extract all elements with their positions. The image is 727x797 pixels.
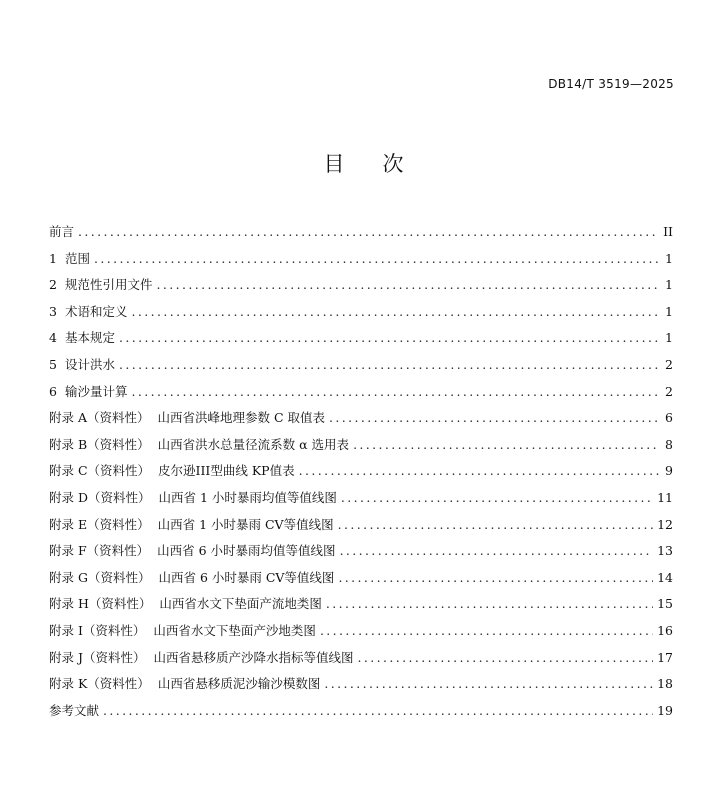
toc-entry-page: 14: [657, 569, 673, 585]
toc-entry-label: 术语和定义: [64, 303, 128, 319]
toc-entry-label: 山西省 1 小时暴雨 CV等值线图: [157, 516, 334, 532]
toc-entry-page: 1: [665, 303, 673, 319]
leader-dots: [320, 623, 653, 638]
toc-entry-label: 山西省水文下垫面产沙地类图: [153, 622, 316, 638]
toc-entry[interactable]: [49, 541, 673, 568]
toc-entry-page: 8: [665, 436, 673, 452]
toc-entry-number: 5: [49, 356, 57, 372]
toc-entry-number: 附录 B（资料性）: [49, 436, 150, 452]
toc-entry-number: 6: [49, 383, 57, 399]
toc-entry-page: 19: [657, 702, 673, 718]
toc-entry-number: 4: [49, 330, 57, 346]
toc-entry-number: 2: [49, 277, 57, 293]
leader-dots: [324, 676, 653, 691]
toc-entry-number: 1: [49, 250, 57, 266]
toc-entry[interactable]: [49, 648, 673, 675]
leader-dots: [131, 304, 659, 319]
page-title: [0, 148, 727, 178]
toc-entry-label: 山西省水文下垫面产流地类图: [159, 596, 322, 612]
toc-entry[interactable]: [49, 461, 673, 488]
toc-entry-number: 附录 I（资料性）: [49, 622, 146, 638]
toc-entry-page: 13: [657, 543, 673, 559]
toc-entry[interactable]: [49, 435, 673, 462]
toc-entry-number: 附录 A（资料性）: [49, 410, 150, 426]
toc-entry[interactable]: [49, 355, 673, 382]
leader-dots: [131, 384, 659, 399]
leader-dots: [156, 277, 659, 292]
toc-entry-number: 附录 K（资料性）: [49, 676, 150, 692]
toc-entry-page: 11: [657, 489, 673, 505]
standard-code: DB14/T 3519—2025: [548, 77, 674, 91]
toc-entry-page: 1: [665, 250, 673, 266]
leader-dots: [358, 650, 654, 665]
toc-entry-page: 17: [657, 649, 673, 665]
toc-entry-label: 山西省悬移质泥沙输沙模数图: [157, 676, 321, 692]
leader-dots: [341, 490, 653, 505]
toc-entry-label: 山西省 6 小时暴雨 CV等值线图: [158, 569, 335, 585]
toc-entry-page: 6: [665, 410, 673, 426]
toc-entry-page: 2: [665, 383, 673, 399]
toc-entry[interactable]: [49, 382, 673, 409]
toc-entry[interactable]: [49, 302, 673, 329]
leader-dots: [338, 570, 653, 585]
toc-entry-number: 附录 F（资料性）: [49, 543, 150, 559]
toc-entry-label: 前言: [49, 224, 75, 239]
title-char-2: 次: [382, 152, 404, 176]
toc-entry[interactable]: [49, 568, 673, 595]
toc-entry-page: 15: [657, 596, 673, 612]
leader-dots: [353, 437, 659, 452]
toc-entry-label: 基本规定: [64, 330, 115, 346]
toc-entry-label: 山西省洪水总量径流系数 α 选用表: [157, 436, 350, 452]
toc-entry-page: 1: [665, 330, 673, 346]
leader-dots: [119, 357, 659, 372]
toc-entry-number: 附录 C（资料性）: [49, 463, 151, 479]
toc-entry[interactable]: [49, 488, 673, 515]
leader-dots: [340, 543, 654, 558]
leader-dots: [299, 463, 659, 478]
toc-entry-page: 12: [657, 516, 673, 532]
toc-entry[interactable]: [49, 621, 673, 648]
toc-entry-page: II: [663, 224, 673, 239]
toc-entry-label: 山西省悬移质产沙降水指标等值线图: [153, 649, 354, 665]
toc-entry-number: 3: [49, 303, 57, 319]
toc-entry-label: 设计洪水: [64, 356, 115, 372]
toc-entry-label: 规范性引用文件: [64, 277, 153, 293]
leader-dots: [78, 224, 659, 239]
toc-entry-page: 1: [665, 277, 673, 293]
toc-entry-number: 附录 D（资料性）: [49, 489, 151, 505]
toc-entry-number: 附录 J（资料性）: [49, 649, 146, 665]
toc-entry[interactable]: [49, 408, 673, 435]
toc-entry-page: 16: [657, 622, 673, 638]
toc-entry-page: 18: [657, 676, 673, 692]
toc-entry[interactable]: [49, 249, 673, 276]
toc-entry[interactable]: [49, 222, 673, 249]
toc-entry-label: 输沙量计算: [64, 383, 128, 399]
toc-entry-page: 2: [665, 356, 673, 372]
leader-dots: [94, 251, 659, 266]
toc-entry-label: 山西省 6 小时暴雨均值等值线图: [157, 543, 336, 559]
toc-entry[interactable]: [49, 594, 673, 621]
toc-entry[interactable]: [49, 328, 673, 355]
toc-entry-label: 山西省洪峰地理参数 C 取值表: [157, 410, 326, 426]
leader-dots: [326, 596, 653, 611]
leader-dots: [103, 703, 653, 718]
toc-entry[interactable]: [49, 515, 673, 542]
toc-entry[interactable]: [49, 701, 673, 728]
leader-dots: [119, 330, 659, 345]
table-of-contents: [49, 222, 673, 727]
title-char-1: 目: [323, 152, 345, 176]
toc-entry-page: 9: [665, 463, 673, 479]
toc-entry-number: 附录 H（资料性）: [49, 596, 152, 612]
toc-entry-label: 参考文献: [49, 702, 100, 718]
toc-entry-label: 范围: [64, 250, 90, 266]
toc-entry[interactable]: [49, 275, 673, 302]
leader-dots: [338, 517, 654, 532]
leader-dots: [329, 410, 659, 425]
toc-entry-number: 附录 G（资料性）: [49, 569, 151, 585]
toc-entry-label: 山西省 1 小时暴雨均值等值线图: [158, 489, 337, 505]
toc-entry-label: 皮尔逊III型曲线 KP值表: [158, 463, 295, 479]
toc-entry[interactable]: [49, 674, 673, 701]
toc-entry-number: 附录 E（资料性）: [49, 516, 150, 532]
